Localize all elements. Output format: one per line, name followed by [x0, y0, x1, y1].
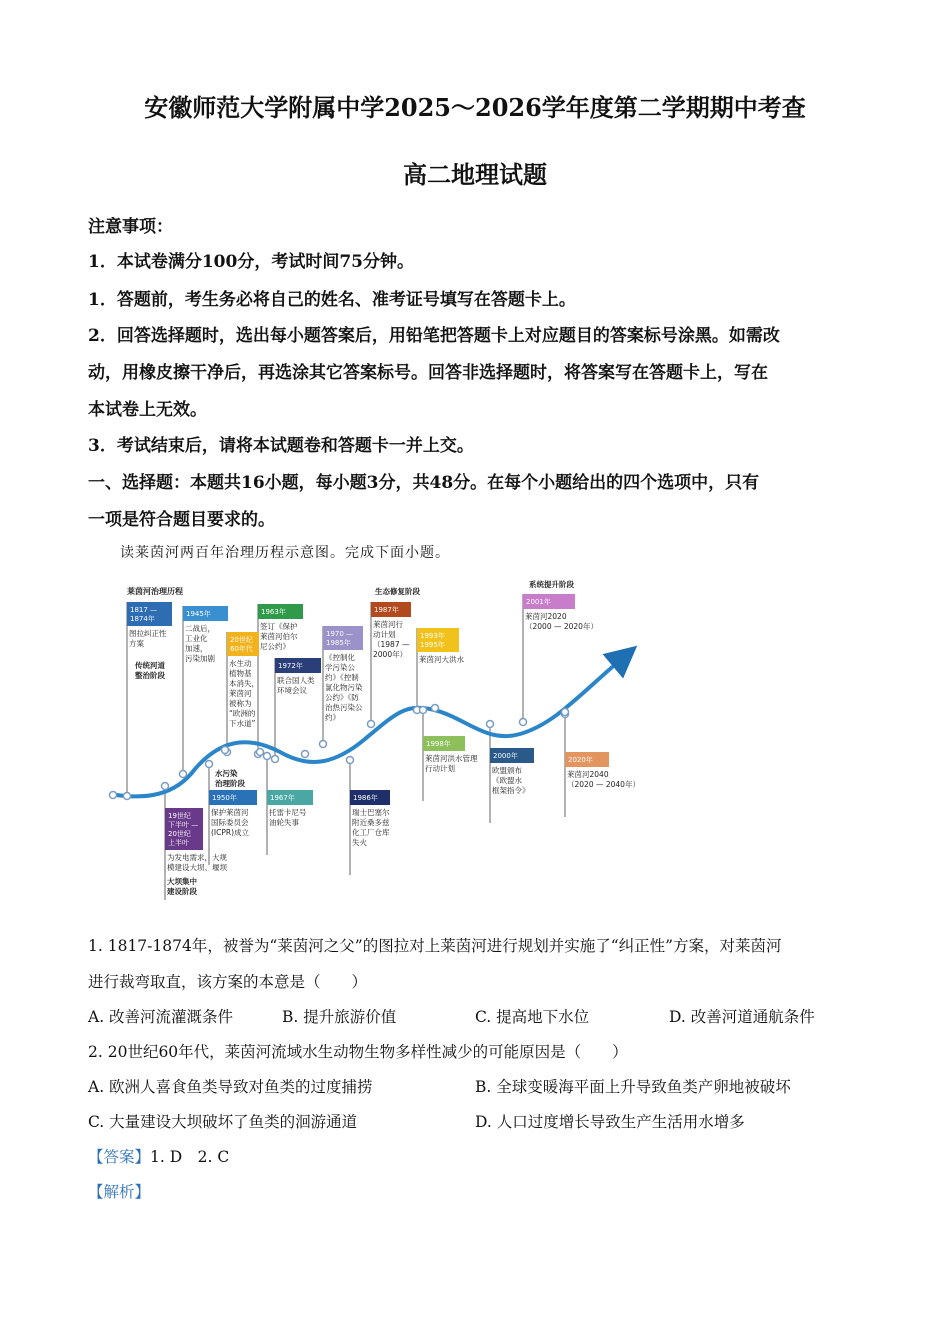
e1987-desc: （1987 —	[373, 640, 410, 649]
timeline-node	[206, 761, 213, 768]
e1963-desc: 签订《保护	[260, 622, 298, 631]
e19c-date: 下半叶 —	[168, 821, 199, 829]
timeline-node	[432, 705, 439, 712]
e1967-date: 1967年	[270, 794, 295, 802]
e2020-desc: 莱茵河2040	[567, 770, 609, 779]
e1970-desc: 约》	[325, 713, 340, 722]
question-1-stem: 进行裁弯取直，该方案的本意是（ ）	[88, 973, 368, 991]
e1945-desc: 二战后，	[185, 624, 215, 633]
e19c-desc: 模建设大坝、堰坝	[167, 863, 227, 872]
e2001-date: 2001年	[526, 598, 551, 606]
stage-traditional: 整治阶段	[135, 671, 165, 680]
e2020-date: 2020年	[568, 756, 593, 764]
e1960s-date: 60年代	[230, 645, 253, 653]
e19c-date: 19世纪	[168, 812, 191, 820]
e1960s-desc: 被称为	[229, 699, 252, 708]
notice-item: 1．本试卷满分100分，考试时间75分钟。	[88, 252, 414, 272]
question-1-option-a[interactable]: A. 改善河流灌溉条件	[88, 1008, 234, 1026]
e1963-desc: 莱茵河伯尔	[260, 632, 298, 641]
stage-ecology: 生态修复阶段	[375, 587, 420, 596]
e1998-desc: 莱茵河洪水管理	[425, 754, 478, 763]
question-1-stem: 1. 1817-1874年，被誉为“莱茵河之父”的图拉对上莱茵河进行规划并实施了“纠正性”方案，对莱茵河	[88, 937, 782, 955]
section-heading: 一项是符合题目要求的。	[88, 510, 275, 530]
e1998-desc: 行动计划	[425, 764, 455, 773]
timeline-node	[520, 719, 527, 726]
notice-item: 3．考试结束后，请将本试题卷和答题卡一并上交。	[88, 436, 474, 456]
e2001-desc: 莱茵河2020	[525, 612, 567, 621]
question-1-option-d[interactable]: D. 改善河道通航条件	[669, 1008, 815, 1026]
e1960s-desc: 水生动	[229, 659, 252, 668]
e1963-desc: 尼公约》	[260, 642, 290, 651]
question-2-option-a[interactable]: A. 欧洲人喜食鱼类导致对鱼类的过度捕捞	[88, 1078, 373, 1096]
e1970-desc: 《控制化	[325, 653, 355, 662]
timeline-node	[124, 793, 131, 800]
e2001-desc: （2000 — 2020年）	[525, 622, 598, 631]
question-2-option-c[interactable]: C. 大量建设大坝破坏了鱼类的洄游通道	[88, 1113, 358, 1131]
e2000-desc: 欧盟颁布	[492, 766, 522, 775]
timeline-node	[257, 749, 264, 756]
e1998-date: 1998年	[426, 740, 451, 748]
answer-line	[88, 1145, 229, 1167]
e1993-desc: 莱茵河大洪水	[419, 655, 464, 664]
timeline-node	[302, 751, 309, 758]
timeline-node	[222, 747, 229, 754]
e1950-desc: 保护莱茵河	[211, 808, 249, 817]
timeline-node	[264, 753, 271, 760]
e1967-desc: 托雷卡尼号	[269, 808, 307, 817]
stage-dams: 建设阶段	[167, 887, 197, 896]
e1945-desc: 加速，	[185, 644, 208, 653]
stage-traditional: 传统河道	[135, 661, 165, 670]
e1970-desc: 公约》《防	[325, 693, 359, 702]
page-title: 安徽师范大学附属中学2025～2026学年度第二学期期中考查	[144, 93, 806, 122]
e1987-date: 1987年	[374, 606, 399, 614]
timeline-node	[110, 792, 117, 799]
timeline-node	[420, 707, 427, 714]
e1950-desc: (ICPR)成立	[211, 828, 250, 837]
notice-item: 本试卷上无效。	[88, 400, 207, 420]
e1817-date: 1874年	[130, 615, 155, 623]
e1970-desc: 约》《控制	[325, 673, 359, 682]
timeline-node	[347, 757, 354, 764]
e1817-desc: 方案	[129, 639, 144, 648]
e2020-desc: （2020 — 2040年）	[567, 780, 640, 789]
e1960s-desc: 下水道”	[229, 719, 256, 728]
notice-item: 1．答题前，考生务必将自己的姓名、准考证号填写在答题卡上。	[88, 290, 576, 310]
question-2-option-d[interactable]: D. 人口过度增长导致生产生活用水增多	[475, 1113, 745, 1131]
timeline-node	[272, 756, 279, 763]
figure-intro: 读莱茵河两百年治理历程示意图。完成下面小题。	[120, 545, 450, 561]
e1967-desc: 油轮失事	[269, 818, 299, 827]
e1987-desc: 动计划	[373, 630, 396, 639]
e1986-date: 1986年	[353, 794, 378, 802]
page-subtitle: 高二地理试题	[403, 160, 547, 189]
e1987-desc: 莱茵河行	[373, 620, 403, 629]
e2000-desc: 《欧盟水	[492, 776, 522, 785]
e1945-desc: 工业化	[185, 634, 208, 643]
answer-label: 【答案】	[88, 1148, 151, 1166]
e1950-date: 1950年	[212, 794, 237, 802]
timeline-node	[368, 721, 375, 728]
e1963-date: 1963年	[261, 608, 286, 616]
stage-dams: 大坝集中	[167, 877, 197, 886]
e1960s-desc: 植物基	[229, 669, 252, 678]
e1987-desc: 2000年）	[373, 650, 408, 659]
stage-pollution: 水污染	[215, 769, 238, 778]
e19c-date: 20世纪	[168, 830, 191, 838]
timeline-node	[162, 783, 169, 790]
e1960s-desc: 莱茵河	[229, 689, 252, 698]
e1972-desc: 联合国人类	[277, 676, 315, 685]
timeline-node	[562, 709, 569, 716]
notice-item: 2．回答选择题时，选出每小题答案后，用铅笔把答题卡上对应题目的答案标号涂黑。如需改	[88, 326, 780, 346]
rhine-governance-timeline	[105, 574, 650, 904]
question-1-option-b[interactable]: B. 提升旅游价值	[282, 1008, 397, 1026]
question-2-option-b[interactable]: B. 全球变暖海平面上升导致鱼类产卵地被破坏	[475, 1078, 791, 1096]
timeline-node	[180, 771, 187, 778]
e1970-desc: 治热污染公	[325, 703, 363, 712]
e1960s-desc: “欧洲的	[229, 709, 256, 718]
e2000-date: 2000年	[493, 752, 518, 760]
e1950-desc: 国际委员会	[211, 818, 249, 827]
notice-item: 动，用橡皮擦干净后，再选涂其它答案标号。回答非选择题时，将答案写在答题卡上，写在	[88, 363, 768, 383]
e1960s-desc: 本消失，	[229, 679, 259, 688]
e1960s-date: 20世纪	[230, 636, 253, 644]
analysis-line	[88, 1180, 150, 1202]
question-1-option-c[interactable]: C. 提高地下水位	[475, 1008, 590, 1026]
timeline-node	[487, 721, 494, 728]
e1945-date: 1945年	[186, 610, 211, 618]
e1993-date: 1995年	[420, 641, 445, 649]
analysis-label: 【解析】	[88, 1183, 151, 1201]
e19c-desc: 为发电需求，大规	[167, 853, 227, 862]
e1986-desc: 瑞士巴塞尔	[352, 808, 390, 817]
e1972-date: 1972年	[278, 662, 303, 670]
e2000-desc: 框架指令》	[492, 786, 530, 795]
e1945-desc: 污染加剧	[185, 654, 215, 663]
e1817-date: 1817 —	[130, 606, 158, 614]
timeline-node	[320, 741, 327, 748]
section-heading: 一、选择题：本题共16小题，每小题3分，共48分。在每个小题给出的四个选项中，只有	[88, 473, 760, 493]
e1970-date: 1985年	[326, 639, 351, 647]
e1970-desc: 氯化物污染	[325, 683, 363, 692]
e1986-desc: 失火	[352, 838, 367, 847]
question-2-stem: 2. 20世纪60年代，莱茵河流域水生动物生物多样性减少的可能原因是（ ）	[88, 1043, 628, 1061]
stage-system: 系统提升阶段	[529, 580, 574, 589]
e1993-date: 1993年	[420, 632, 445, 640]
e1986-desc: 附近桑多兹	[352, 818, 390, 827]
e1970-date: 1970 —	[326, 630, 354, 638]
e19c-date: 上半叶	[168, 839, 189, 847]
stage-pollution: 治理阶段	[215, 779, 245, 788]
e1972-desc: 环境会议	[277, 686, 307, 695]
figure-title: 莱茵河治理历程	[127, 587, 183, 596]
e1986-desc: 化工厂仓库	[352, 828, 390, 837]
notice-heading: 注意事项：	[88, 217, 173, 237]
e1817-desc: 图拉纠正性	[129, 629, 167, 638]
e1970-desc: 学污染公	[325, 663, 355, 672]
answer-text: 1. D 2. C	[150, 1148, 230, 1166]
